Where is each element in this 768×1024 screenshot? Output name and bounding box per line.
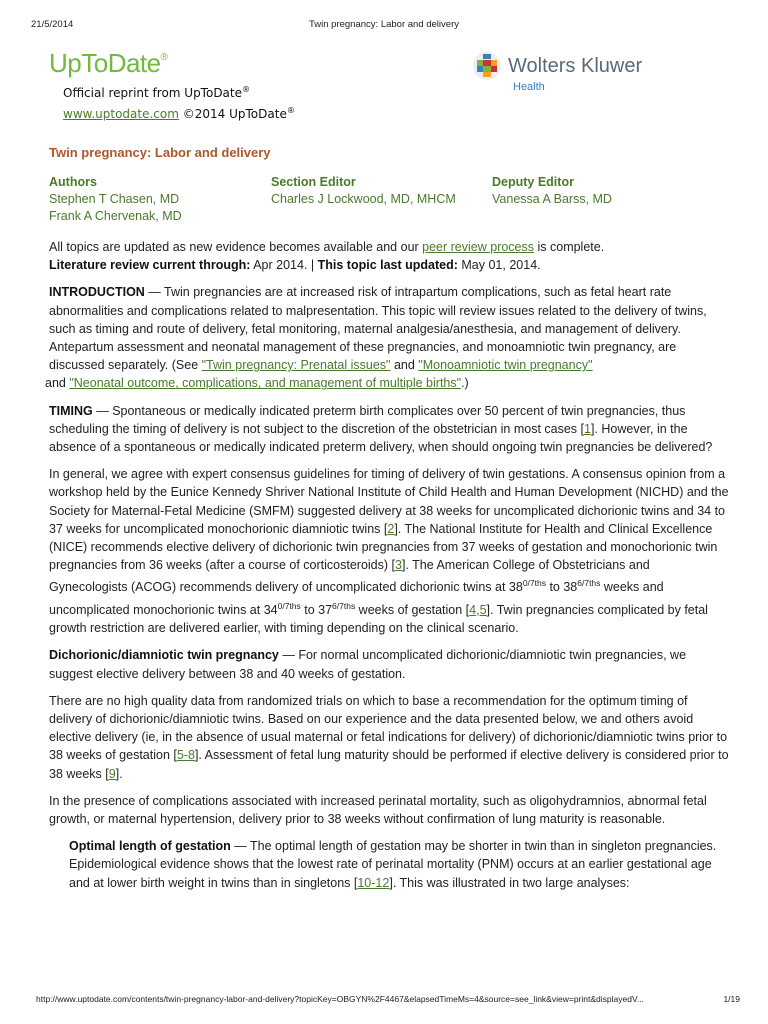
- consensus-paragraph: In general, we agree with expert consensus guidelines for timing of delivery of twin gestations. A consensus opinion from a workshop held by the Eunice Kennedy Shriver National Institute of Child Health and Human Development (NICHD) and the Society for Maternal-Fetal Medicine (SMFM) suggested delivery at 38 weeks for uncomplicated dichorionic twins and 34 to 37 weeks for uncomplicated monochorionic diamniotic twins [2]. The National Institute for Health and Clinical Excellence (NICE) recommends elective delivery of dichorionic twin pregnancies from 37 weeks of gestation and monochorionic twin pregnancies from 36 weeks (after a course of corticosteroids) [3]. The American College of Obstetricians and Gynecologists (ACOG) recommends delivery of uncomplicated dichorionic twins at $38^{0/7ths}$ to $38^{6/7ths}$ weeks and uncomplicated monochorionic twins at $34^{0/7ths}$ to $37^{6/7ths}$ weeks of gestation [4,5]. Twin pregnancies complicated by fetal growth restriction are delivered earlier, with timing depending on the clinical scenario.: [49, 467, 729, 636]
- wk-name: Wolters Kluwer: [508, 55, 643, 77]
- complications-paragraph: In the presence of complications associated with increased perinatal mortality, such as oligohydramnios, abnormal fetal growth, or maternal hypertension, delivery prior to 38 weeks without confirmation of lung maturity is reasonable.: [49, 793, 707, 826]
- reference-link[interactable]: 2: [387, 521, 395, 536]
- update-notice: All topics are updated as new evidence becomes available and our peer review process is complete. Literature review current through: Apr 2014. | This topic last updated: May 01, 2014.: [49, 240, 605, 273]
- reference-link[interactable]: 5-8: [176, 748, 195, 763]
- topic-title: Twin pregnancy: Labor and delivery: [49, 145, 271, 160]
- timing-paragraph: TIMING — Spontaneous or medically indicated preterm birth complicates over 50 percent of twin pregnancies, thus scheduling the timing of delivery is not subject to the discretion of the obstetrician in most cases [1]. However, in the absence of a spontaneous or medically indicated preterm delivery, when should ongoing twin pregnancies be delivered?: [49, 403, 713, 455]
- reference-link[interactable]: 1: [584, 421, 591, 436]
- reprint-notice: Official reprint from UpToDate® www.uptodate.com ©2014 UpToDate®: [63, 85, 295, 121]
- dichorionic-paragraph: Dichorionic/diamniotic twin pregnancy — For normal uncomplicated dichorionic/diamniotic twin pregnancies, we suggest elective delivery between 38 and 40 weeks of gestation.: [49, 648, 687, 681]
- reference-link[interactable]: 3: [394, 558, 402, 573]
- dichorionic-heading: Dichorionic/diamniotic twin pregnancy: [49, 648, 279, 663]
- intro-heading: INTRODUCTION: [49, 285, 145, 300]
- article-body: [45, 238, 729, 901]
- reference-link[interactable]: 9: [108, 766, 116, 781]
- print-date: 21/5/2014: [31, 19, 74, 30]
- reference-link[interactable]: 10-12: [357, 875, 390, 890]
- optimal-gestation-paragraph: Optimal length of gestation — The optimal length of gestation may be shorter in twin than in singleton pregnancies. Epidemiological evidence shows that the lowest rate of perinatal mortality (PNM) occurs at an earlier gestational age and at lower birth weight in twins than in singletons [10-12]. This was illustrated in two large analyses:: [69, 839, 717, 890]
- timing-heading: TIMING: [49, 403, 93, 418]
- optimal-heading: Optimal length of gestation: [69, 839, 231, 854]
- print-title: Twin pregnancy: Labor and delivery: [309, 19, 459, 30]
- authors-heading: Authors: [49, 175, 97, 189]
- page-url: http://www.uptodate.com/contents/twin-pregnancy-labor-and-delivery?topicKey=OBGYN%2F4467&elapsedTimeMs=4&source=see_link&view=print&displayedV...: [36, 994, 644, 1004]
- author-name[interactable]: Frank A Chervenak, MD: [49, 209, 182, 223]
- site-link[interactable]: www.uptodate.com: [63, 107, 179, 121]
- topic-link[interactable]: "Twin pregnancy: Prenatal issues": [201, 358, 391, 373]
- authors-column: [49, 174, 182, 225]
- section-editor-column: [271, 174, 456, 208]
- peer-review-link[interactable]: peer review process: [422, 240, 535, 254]
- uptodate-logo[interactable]: UpToDate®: [49, 48, 168, 78]
- copyright: ©2014 UpToDate: [182, 107, 287, 121]
- introduction-paragraph: INTRODUCTION — Twin pregnancies are at increased risk of intrapartum complications, such as fetal heart rate abnormalities and complications related to malpresentation. This topic will review issues related to the delivery of twins, such as timing and route of delivery, fetal monitoring, maternal analgesia/anesthesia, and management of delivery. Antepartum assessment and neonatal management of these pregnancies, and monoamniotic twin pregnancy, are discussed separately. (See "Twin pregnancy: Prenatal issues" and "Monoamniotic twin pregnancy" and "Neonatal outcome, complications, and management of multiple births".): [45, 285, 707, 391]
- deputy-editor-heading: Deputy Editor: [492, 175, 574, 189]
- reference-link[interactable]: 4,5: [469, 602, 487, 617]
- evidence-paragraph: There are no high quality data from randomized trials on which to base a recommendation for the optimum timing of delivery of dichorionic/diamniotic twins. Based on our experience and the data presented below, we and others avoid elective delivery (ie, in the absence of usual maternal or fetal indications for delivery) of dichorionic/diamniotic twins prior to 38 weeks of gestation [5-8]. Assessment of fetal lung maturity should be performed if elective delivery is considered prior to 38 weeks [9].: [49, 693, 729, 781]
- section-editor-name[interactable]: Charles J Lockwood, MD, MHCM: [271, 192, 456, 206]
- wk-health: Health: [513, 81, 545, 93]
- wk-globe-icon: [472, 51, 502, 81]
- topic-link[interactable]: "Neonatal outcome, complications, and management of multiple births": [69, 376, 462, 391]
- deputy-editor-name[interactable]: Vanessa A Barss, MD: [492, 192, 612, 206]
- author-name[interactable]: Stephen T Chasen, MD: [49, 192, 180, 206]
- section-editor-heading: Section Editor: [271, 175, 356, 189]
- topic-link[interactable]: "Monoamniotic twin pregnancy": [418, 358, 593, 373]
- reprint-line: Official reprint from UpToDate: [63, 86, 242, 100]
- deputy-editor-column: [492, 174, 612, 208]
- page-number: 1/19: [723, 994, 740, 1004]
